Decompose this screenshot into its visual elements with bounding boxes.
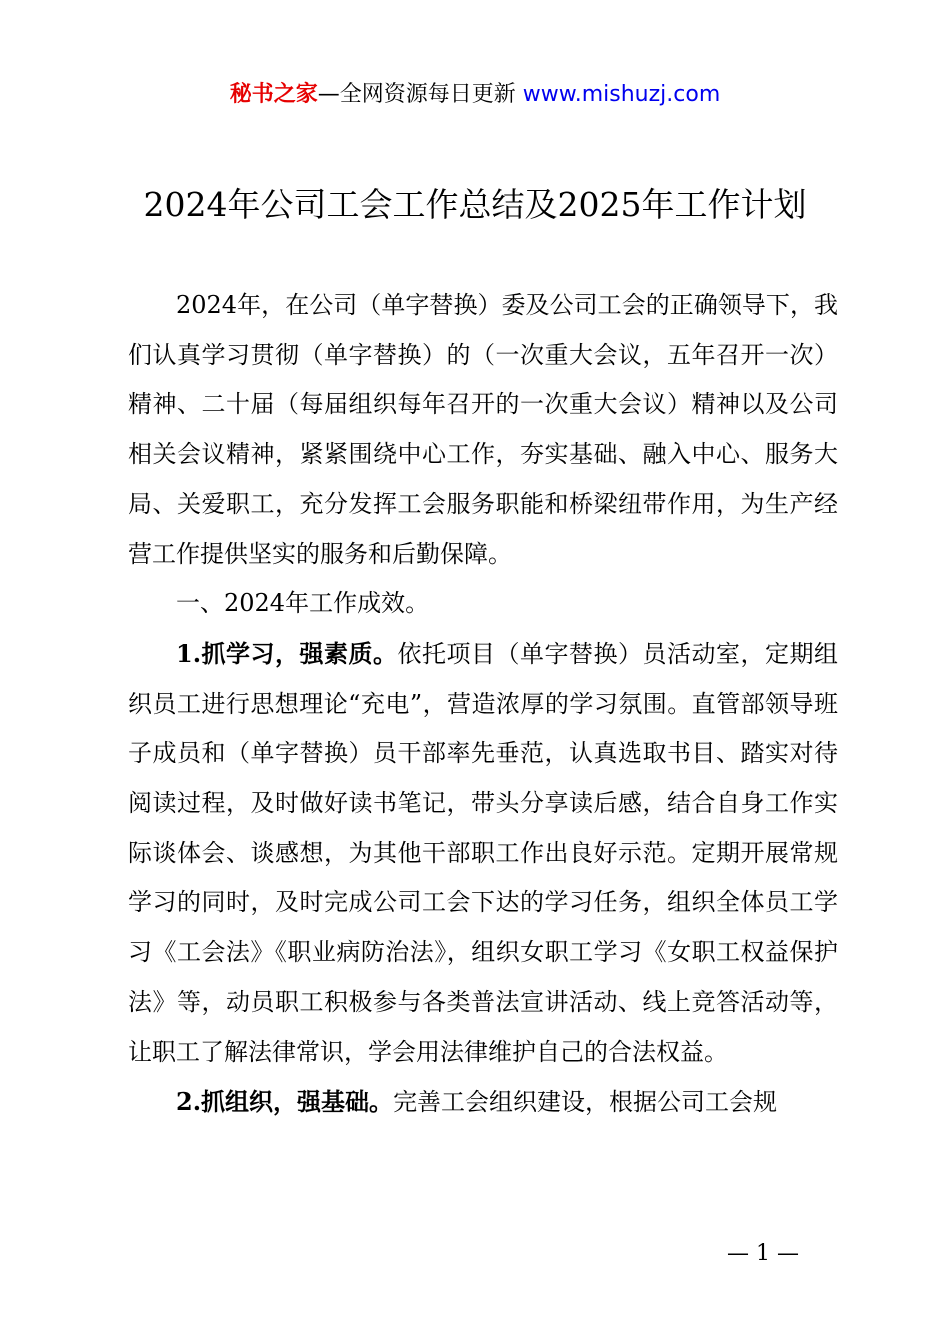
document-body [128,281,838,1128]
page-number: — 1 — [727,1241,799,1266]
brand-name: 秘书之家 [229,82,318,107]
item-organization-lead: 2.抓组织，强基础。 [176,1087,394,1117]
document-title: 2024年公司工会工作总结及2025年工作计划 [143,185,807,224]
item-organization-paragraph [128,1077,838,1128]
site-watermark-header [0,78,950,112]
intro-paragraph: 2024年，在公司（单字替换）委及公司工会的正确领导下，我们认真学习贯彻（单字替换）的（一次重大会议，五年召开一次）精神、二十届（每届组织每年召开的一次重大会议）精神以及公司相关会议精神，紧紧围绕中心工作，夯实基础、融入中心、服务大局、关爱职工，充分发挥工会服务职能和桥梁纽带作用，为生产经营工作提供坚实的服务和后勤保障。 [128,291,838,568]
item-study-text: 依托项目（单字替换）员活动室，定期组织员工进行思想理论“充电”，营造浓厚的学习氛围。直管部领导班子成员和（单字替换）员干部率先垂范，认真选取书目、踏实对待阅读过程，及时做好读书笔记，带头分享读后感，结合自身工作实际谈体会、谈感想，为其他干部职工作出良好示范。定期开展常规学习的同时，及时完成公司工会下达的学习任务，组织全体员工学习《工会法》《职业病防治法》，组织女职工学习《女职工权益保护法》等，动员职工积极参与各类普法宣讲活动、线上竞答活动等，让职工了解法律常识，学会用法律维护自己的合法权益。 [128,639,839,1066]
brand-url-link[interactable]: www.mishuzj.com [522,82,721,107]
brand-tagline: —全网资源每日更新 [317,82,516,107]
section-heading-achievements: 一、2024年工作成效。 [176,589,430,618]
item-study-paragraph [128,629,838,1077]
item-study-lead: 1.抓学习，强素质。 [176,638,398,668]
item-organization-text: 完善工会组织建设，根据公司工会规 [393,1088,778,1117]
